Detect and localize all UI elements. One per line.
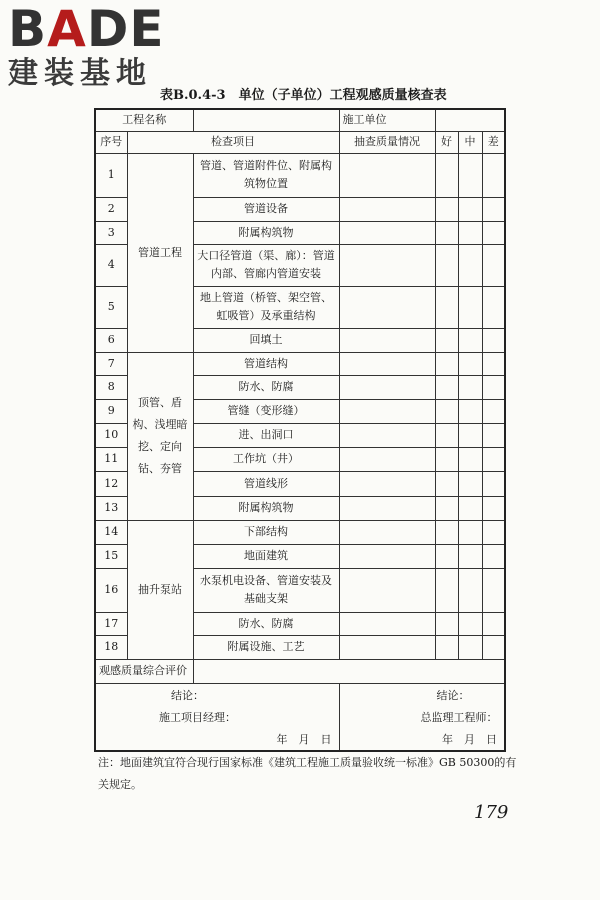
inspection-item: 防水、防腐 <box>193 612 339 635</box>
col-quality-header: 抽查质量情况 <box>339 131 435 153</box>
row-number: 3 <box>95 221 127 244</box>
good-cell <box>435 471 458 496</box>
row-number: 9 <box>95 399 127 423</box>
logo-wordmark: BADE <box>8 0 165 58</box>
quality-cell <box>339 423 435 447</box>
poor-cell <box>482 447 505 471</box>
poor-cell <box>482 544 505 568</box>
row-number: 14 <box>95 520 127 544</box>
good-cell <box>435 496 458 520</box>
table-header-row <box>95 109 505 131</box>
medium-cell <box>458 286 482 328</box>
medium-cell <box>458 153 482 197</box>
medium-cell <box>458 399 482 423</box>
row-number: 4 <box>95 244 127 286</box>
good-cell <box>435 520 458 544</box>
inspection-item: 地上管道（桥管、架空管、虹吸管）及承重结构 <box>193 286 339 328</box>
poor-cell <box>482 635 505 659</box>
col-no-header: 序号 <box>95 131 127 153</box>
row-number: 6 <box>95 328 127 352</box>
good-cell <box>435 635 458 659</box>
logo-subtitle: 建装基地 <box>8 56 152 91</box>
quality-cell <box>339 375 435 399</box>
row-number: 11 <box>95 447 127 471</box>
table-row <box>95 352 505 375</box>
medium-cell <box>458 544 482 568</box>
col-poor-header: 差 <box>482 131 505 153</box>
right-date: 年 月 日 <box>442 732 497 746</box>
poor-cell <box>482 221 505 244</box>
right-conclusion-label: 结论： <box>436 688 470 702</box>
quality-cell <box>339 612 435 635</box>
medium-cell <box>458 375 482 399</box>
medium-cell <box>458 520 482 544</box>
medium-cell <box>458 568 482 612</box>
medium-cell <box>458 197 482 221</box>
poor-cell <box>482 286 505 328</box>
row-number: 8 <box>95 375 127 399</box>
medium-cell <box>458 447 482 471</box>
poor-cell <box>482 399 505 423</box>
quality-cell <box>339 568 435 612</box>
quality-cell <box>339 153 435 197</box>
inspection-item: 工作坑（井） <box>193 447 339 471</box>
quality-cell <box>339 244 435 286</box>
inspection-item: 管缝（变形缝） <box>193 399 339 423</box>
poor-cell <box>482 471 505 496</box>
col-medium-header: 中 <box>458 131 482 153</box>
good-cell <box>435 447 458 471</box>
left-conclusion-label: 结论： <box>171 688 204 702</box>
good-cell <box>435 399 458 423</box>
medium-cell <box>458 244 482 286</box>
good-cell <box>435 221 458 244</box>
medium-cell <box>458 612 482 635</box>
col-good-header: 好 <box>435 131 458 153</box>
poor-cell <box>482 153 505 197</box>
row-number: 10 <box>95 423 127 447</box>
row-number: 13 <box>95 496 127 520</box>
quality-cell <box>339 352 435 375</box>
good-cell <box>435 544 458 568</box>
row-number: 1 <box>95 153 127 197</box>
poor-cell <box>482 244 505 286</box>
table-row <box>95 520 505 544</box>
inspection-item: 进、出洞口 <box>193 423 339 447</box>
row-number: 2 <box>95 197 127 221</box>
group-name: 抽升泵站 <box>127 520 193 659</box>
inspection-item: 大口径管道（渠、廊）：管道内部、管廊内管道安装 <box>193 244 339 286</box>
row-number: 15 <box>95 544 127 568</box>
quality-cell <box>339 221 435 244</box>
overall-value <box>193 659 505 683</box>
overall-evaluation-row <box>95 659 505 683</box>
construction-unit-value <box>435 109 505 131</box>
group-name: 顶管、盾构、浅埋暗挖、定向钻、夯管 <box>127 352 193 520</box>
good-cell <box>435 197 458 221</box>
poor-cell <box>482 568 505 612</box>
inspection-item: 回填土 <box>193 328 339 352</box>
good-cell <box>435 612 458 635</box>
medium-cell <box>458 423 482 447</box>
project-name-value <box>193 109 339 131</box>
medium-cell <box>458 471 482 496</box>
quality-cell <box>339 520 435 544</box>
inspection-item: 管道结构 <box>193 352 339 375</box>
group-name: 管道工程 <box>127 153 193 352</box>
row-number: 7 <box>95 352 127 375</box>
poor-cell <box>482 496 505 520</box>
good-cell <box>435 328 458 352</box>
good-cell <box>435 244 458 286</box>
column-header-row <box>95 131 505 153</box>
quality-cell <box>339 635 435 659</box>
poor-cell <box>482 612 505 635</box>
right-conclusion <box>339 683 505 751</box>
inspection-item: 附属构筑物 <box>193 221 339 244</box>
quality-cell <box>339 496 435 520</box>
construction-unit-label: 施工单位 <box>339 109 435 131</box>
inspection-item: 防水、防腐 <box>193 375 339 399</box>
inspection-item: 管道、管道附件位、附属构筑物位置 <box>193 153 339 197</box>
good-cell <box>435 375 458 399</box>
poor-cell <box>482 197 505 221</box>
quality-cell <box>339 328 435 352</box>
table-title: 表B.0.4-3 单位（子单位）工程观感质量核查表 <box>160 88 447 103</box>
quality-cell <box>339 286 435 328</box>
poor-cell <box>482 328 505 352</box>
row-number: 16 <box>95 568 127 612</box>
good-cell <box>435 153 458 197</box>
page-number: 179 <box>474 802 509 823</box>
poor-cell <box>482 423 505 447</box>
publisher-logo <box>8 2 176 100</box>
medium-cell <box>458 635 482 659</box>
medium-cell <box>458 221 482 244</box>
medium-cell <box>458 328 482 352</box>
good-cell <box>435 423 458 447</box>
row-number: 18 <box>95 635 127 659</box>
row-number: 5 <box>95 286 127 328</box>
medium-cell <box>458 352 482 375</box>
inspection-item: 附属设施、工艺 <box>193 635 339 659</box>
inspection-item: 地面建筑 <box>193 544 339 568</box>
footnote: 注：地面建筑宜符合现行国家标准《建筑工程施工质量验收统一标准》GB 50300的有关规定。 <box>98 756 517 791</box>
inspection-item: 水泵机电设备、管道安装及基础支架 <box>193 568 339 612</box>
good-cell <box>435 352 458 375</box>
project-name-label: 工程名称 <box>95 109 193 131</box>
left-conclusion <box>95 683 339 751</box>
inspection-table <box>94 108 506 752</box>
quality-cell <box>339 544 435 568</box>
left-signer-label: 施工项目经理： <box>159 710 236 724</box>
inspection-item: 管道线形 <box>193 471 339 496</box>
overall-label: 观感质量综合评价 <box>95 659 193 683</box>
conclusion-row <box>95 683 505 751</box>
poor-cell <box>482 375 505 399</box>
left-date: 年 月 日 <box>276 732 332 746</box>
right-signer-label: 总监理工程师： <box>420 710 498 724</box>
quality-cell <box>339 471 435 496</box>
inspection-item: 下部结构 <box>193 520 339 544</box>
good-cell <box>435 568 458 612</box>
row-number: 12 <box>95 471 127 496</box>
table-row <box>95 153 505 197</box>
inspection-item: 管道设备 <box>193 197 339 221</box>
quality-cell <box>339 399 435 423</box>
poor-cell <box>482 520 505 544</box>
medium-cell <box>458 496 482 520</box>
col-item-header: 检查项目 <box>127 131 339 153</box>
inspection-item: 附属构筑物 <box>193 496 339 520</box>
quality-cell <box>339 447 435 471</box>
row-number: 17 <box>95 612 127 635</box>
good-cell <box>435 286 458 328</box>
quality-cell <box>339 197 435 221</box>
poor-cell <box>482 352 505 375</box>
